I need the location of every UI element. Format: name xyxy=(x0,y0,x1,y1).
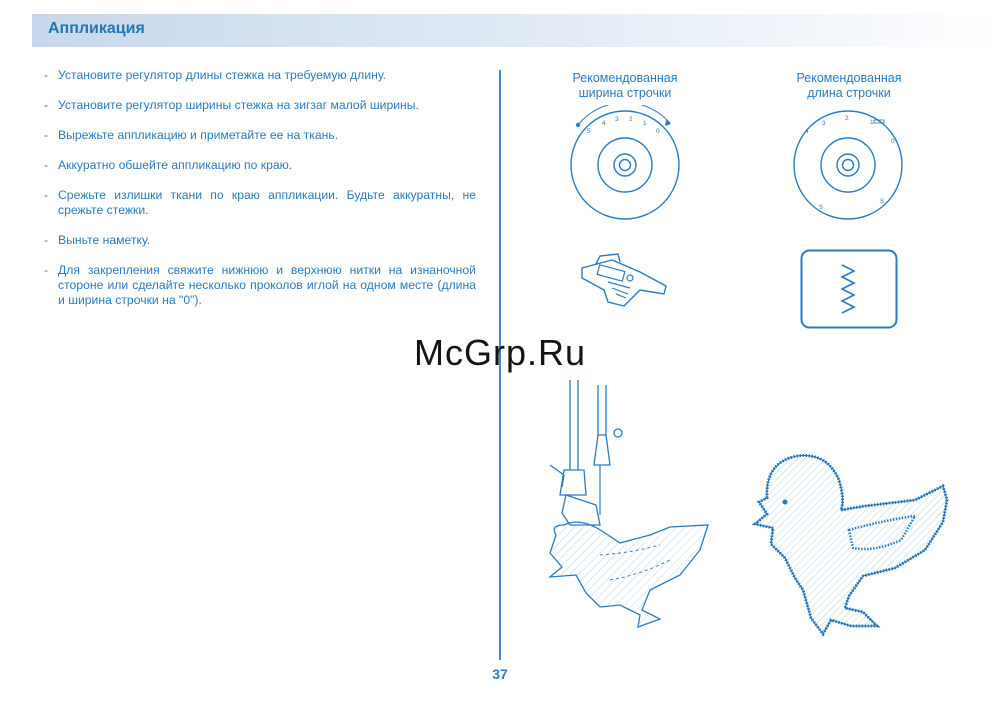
list-item: - Вырежьте аппликацию и приметайте ее на ткань. xyxy=(44,128,339,142)
header-band xyxy=(32,14,1000,47)
zigzag-stitch-icon xyxy=(800,249,898,329)
dial-mark: S xyxy=(880,199,885,205)
dial-tick-label: 0 xyxy=(656,128,660,135)
dial-tick-label: 2 xyxy=(629,116,633,123)
length-dial-caption: Рекомендованная длина строчки xyxy=(796,71,902,100)
dial-tick-label: 3 xyxy=(822,120,826,127)
dial-tick-label: 1 xyxy=(870,119,874,126)
instructions-list xyxy=(44,68,476,323)
watermark: McGrp.Ru xyxy=(413,332,587,373)
page-title: Аппликация xyxy=(48,20,145,37)
applique-chick-illustration xyxy=(745,440,975,650)
stitch-width-dial xyxy=(560,105,690,235)
dial-tick-label: 5 xyxy=(587,128,591,135)
list-item: - Выньте наметку. xyxy=(44,233,151,247)
dial-tick-label: 1 xyxy=(643,120,647,127)
list-item: - Установите регулятор ширины стежка на зигзаг малой ширины. xyxy=(44,98,419,112)
dial-tick-label: 4 xyxy=(805,128,809,135)
list-item: - Установите регулятор длины стежка на требуемую длину. xyxy=(44,68,387,82)
page-number: 37 xyxy=(492,666,508,682)
dial-tick-label: 2 xyxy=(845,115,849,122)
width-dial-caption: Рекомендованная ширина строчки xyxy=(572,71,678,100)
sewing-illustration xyxy=(540,375,730,645)
list-item: - Аккуратно обшейте аппликацию по краю. xyxy=(44,158,293,172)
stitch-length-dial xyxy=(783,105,913,235)
presser-foot-icon xyxy=(568,250,678,320)
list-item: - Срежьте излишки ткани по краю аппликации. Будьте аккуратны, не срежьте стежки. xyxy=(44,188,476,217)
dial-tick-label: 0 xyxy=(891,138,895,145)
list-item: - Для закрепления свяжите нижнюю и верхнюю нитки на изнаночной стороне или сделайте несколько проколов иглой на одном месте (длина и ширина строчки на "0"). xyxy=(44,263,476,307)
dial-tick-label: 3 xyxy=(615,116,619,123)
dial-mark: S xyxy=(819,205,824,211)
dial-tick-label: 4 xyxy=(602,120,606,127)
